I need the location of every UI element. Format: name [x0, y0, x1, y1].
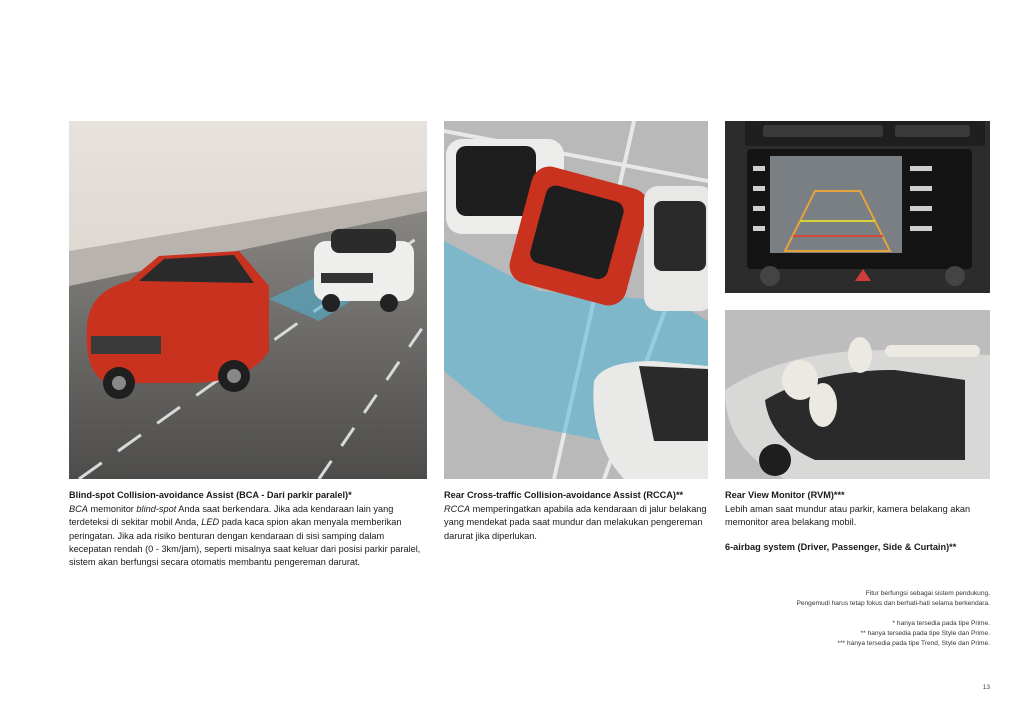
bca-caption [69, 489, 427, 569]
bca-body-seg: BCA [69, 504, 88, 515]
bca-title: Blind-spot Collision-avoidance Assist (BCA - Dari parkir paralel)* [69, 490, 352, 500]
rvm-title: Rear View Monitor (RVM)*** [725, 490, 845, 500]
rcca-title: Rear Cross-traffic Collision-avoidance Assist (RCCA)** [444, 490, 684, 500]
rcca-body [444, 503, 712, 543]
bca-body [69, 503, 427, 569]
note-line: ** hanya tersedia pada tipe Style dan Prime. [860, 630, 990, 637]
bca-body-seg: LED [201, 517, 220, 528]
rcca-body-seg: memperingatkan apabila ada kendaraan di jalur belakang yang mendekat pada saat mundur dan melakukan pengereman darurat jika diperlukan. [444, 504, 707, 541]
page-number: 13 [982, 684, 990, 691]
rvm-photo [725, 121, 990, 293]
disclaimer-notes [796, 589, 990, 609]
note-line: Pengemudi harus tetap fokus dan berhati-hati selama berkendara. [796, 600, 990, 607]
bca-body-seg: memonitor [87, 504, 137, 515]
note-line: *** hanya tersedia pada tipe Trend, Style dan Prime. [837, 640, 990, 647]
rvm-caption [725, 489, 995, 530]
airbag-photo [725, 310, 990, 479]
rcca-photo [444, 121, 708, 479]
note-line: Fitur berfungsi sebagai sistem pendukung. [865, 590, 990, 597]
rvm-body: Lebih aman saat mundur atau parkir, kamera belakang akan memonitor area belakang mobil. [725, 504, 971, 528]
bca-photo [69, 121, 427, 479]
bca-body-seg: pada kaca spion akan menyala memberikan peringatan. Jika ada risiko benturan dengan kendaraan di sisi samping dalam kecepatan rendah (0 - 3km/jam), seperti misalnya saat keluar dari posisi parkir paralel, sistem akan berfungsi secara otomatis membantu pengereman darurat. [69, 517, 421, 568]
rcca-body-seg: RCCA [444, 504, 471, 515]
availability-notes [838, 619, 990, 649]
bca-body-seg: Anda saat berkendara. Jika ada kendaraan lain yang terdeteksi di sekitar mobil Anda, [69, 504, 394, 528]
note-line: * hanya tersedia pada tipe Prime. [892, 620, 990, 627]
rcca-caption [444, 489, 712, 543]
bca-body-seg: blind-spot [136, 504, 177, 515]
airbag-title: 6-airbag system (Driver, Passenger, Side & Curtain)** [725, 542, 957, 552]
